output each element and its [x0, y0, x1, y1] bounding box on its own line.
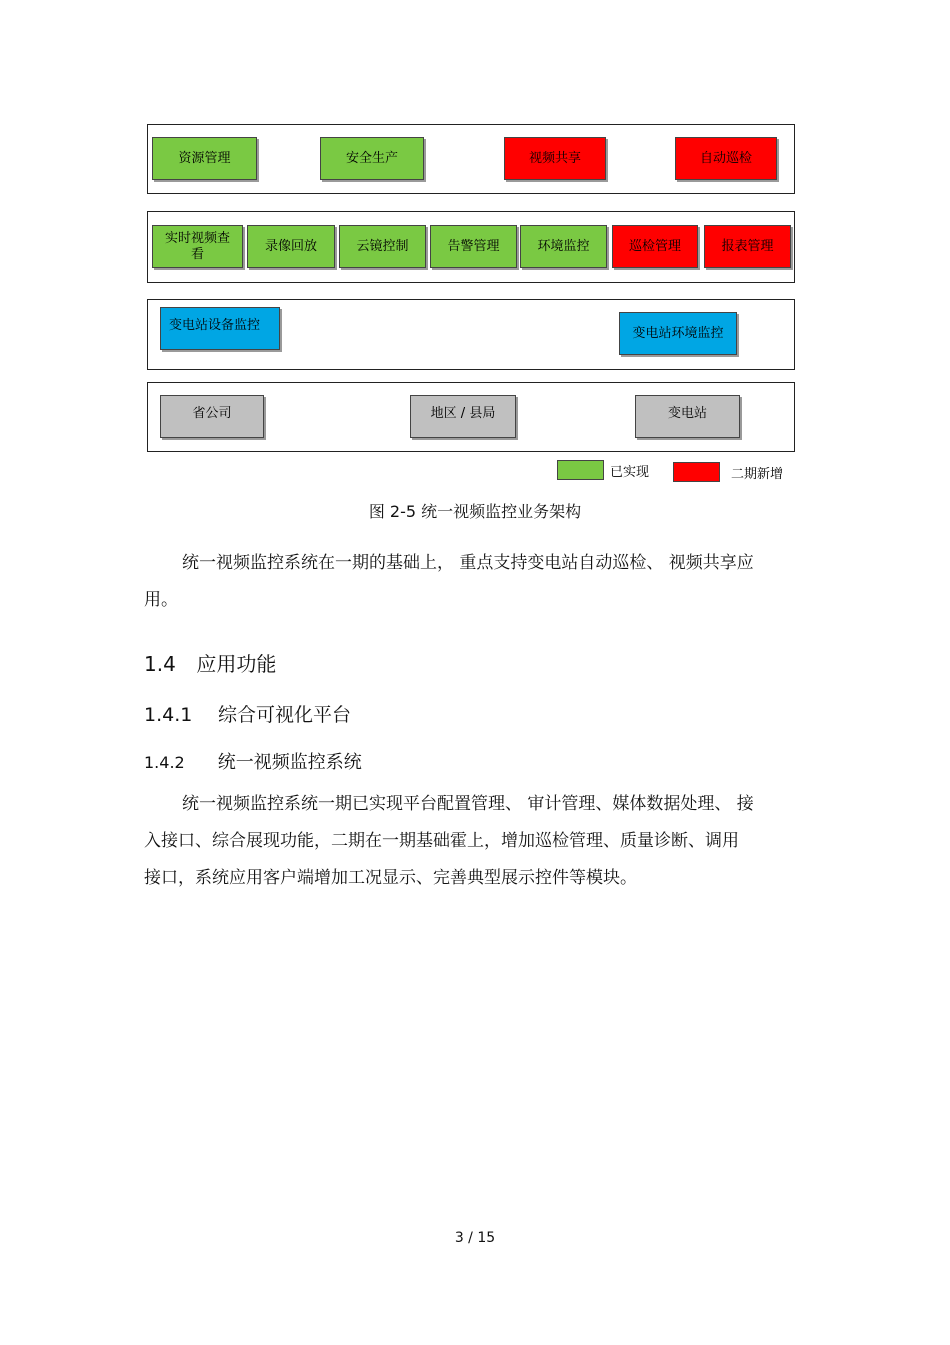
heading-1-4-2 — [144, 748, 362, 774]
heading-1-4-1-title: 综合可视化平台 — [218, 704, 352, 726]
legend-swatch-implemented — [557, 460, 604, 480]
page-number: 3 / 15 — [454, 1230, 496, 1246]
heading-1-4 — [144, 648, 276, 677]
heading-1-4-2-title: 统一视频监控系统 — [217, 752, 362, 773]
box-resource-mgmt: 资源管理 — [152, 137, 257, 180]
box-auto-patrol: 自动巡检 — [675, 137, 777, 180]
box-substation-env: 变电站环境监控 — [619, 312, 737, 355]
box-provincial-company: 省公司 — [160, 395, 264, 438]
heading-1-4-2-number: 1.4.2 — [144, 753, 185, 772]
box-alarm-mgmt: 告警管理 — [430, 225, 517, 268]
heading-1-4-1-number: 1.4.1 — [144, 704, 193, 726]
box-patrol-mgmt: 巡检管理 — [612, 225, 698, 268]
figure-caption: 图 2-5 统一视频监控业务架构 — [368, 502, 582, 521]
heading-1-4-number: 1.4 — [144, 652, 176, 676]
paragraph-2-line-1: 统一视频监控系统一期已实现平台配置管理、 审计管理、媒体数据处理、 接 — [182, 794, 754, 814]
paragraph-1-line-2: 用。 — [144, 590, 178, 610]
box-safety-production: 安全生产 — [320, 137, 424, 180]
heading-1-4-1 — [144, 700, 351, 727]
architecture-diagram — [0, 0, 950, 500]
paragraph-1 — [144, 545, 754, 619]
box-substation: 变电站 — [635, 395, 740, 438]
box-realtime-video: 实时视频查看 — [152, 225, 243, 268]
paragraph-2-line-3: 接口，系统应用客户端增加工况显示、完善典型展示控件等模块。 — [144, 868, 637, 888]
legend-label-implemented: 已实现 — [610, 465, 650, 480]
box-region-county: 地区 / 县局 — [410, 395, 516, 438]
paragraph-1-line-1: 统一视频监控系统在一期的基础上， 重点支持变电站自动巡检、 视频共享应 — [182, 553, 754, 573]
legend-label-phase2: 二期新增 — [731, 467, 784, 482]
legend-swatch-phase2 — [673, 462, 720, 482]
box-playback: 录像回放 — [247, 225, 335, 268]
box-env-monitor: 环境监控 — [520, 225, 607, 268]
paragraph-2 — [144, 786, 754, 897]
paragraph-2-line-2: 入接口、综合展现功能，二期在一期基础霍上，增加巡检管理、质量诊断、调用 — [144, 831, 739, 851]
heading-1-4-title: 应用功能 — [196, 652, 277, 676]
box-video-sharing: 视频共享 — [504, 137, 606, 180]
box-report-mgmt: 报表管理 — [704, 225, 791, 268]
box-ptz-control: 云镜控制 — [339, 225, 426, 268]
box-substation-device: 变电站设备监控 — [160, 307, 280, 350]
